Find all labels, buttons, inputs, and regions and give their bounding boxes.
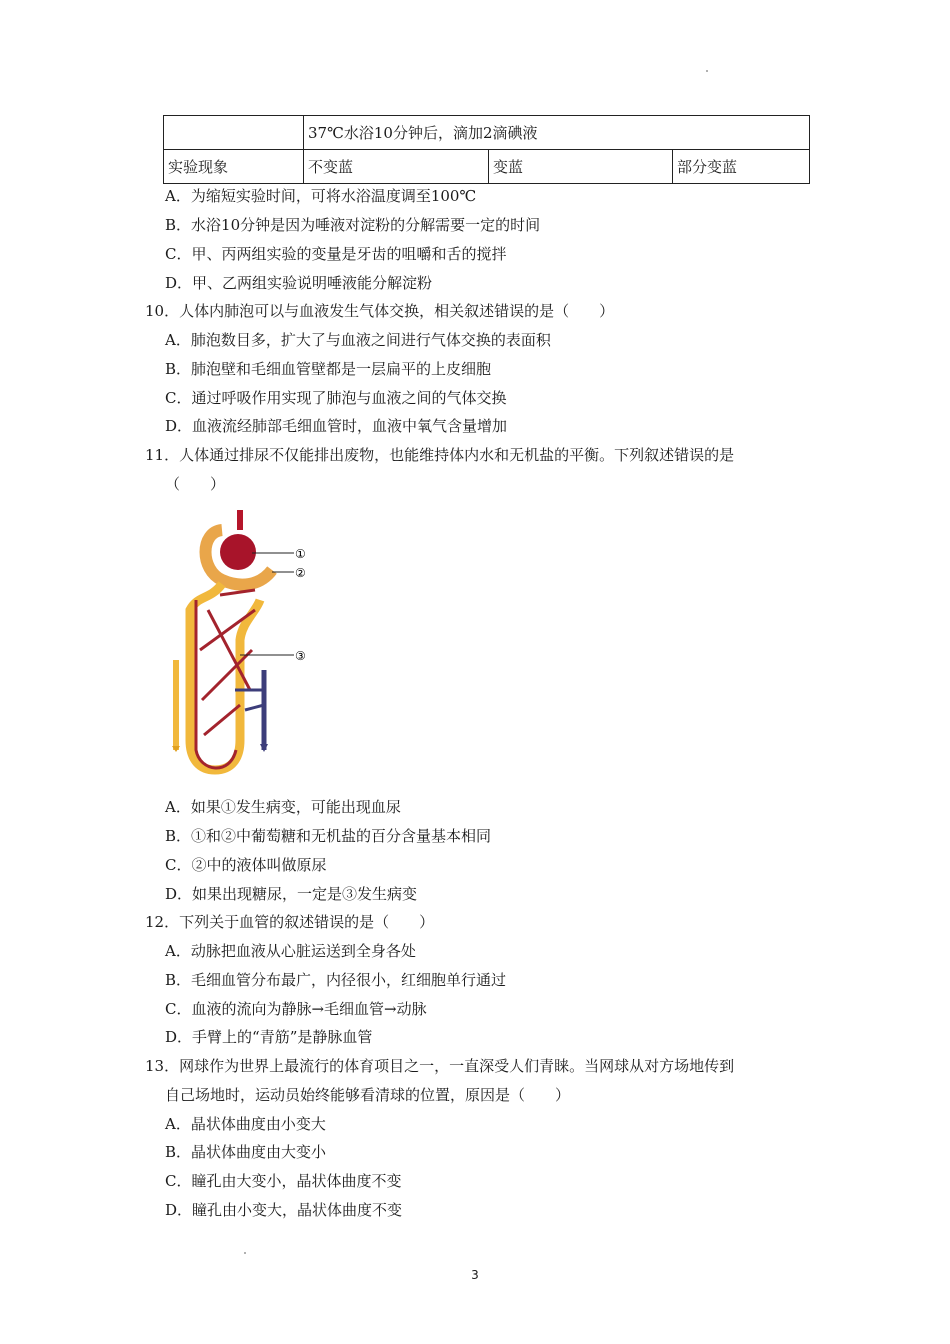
q12-option-b: B．毛细血管分布最广，内径很小，红细胞单行通过 [165,971,507,989]
speck [244,1252,246,1254]
q9-option-b: B．水浴10分钟是因为唾液对淀粉的分解需要一定的时间 [165,216,541,234]
q13-stem-cont: 自己场地时，运动员始终能够看清球的位置，原因是（ ） [165,1086,571,1104]
q9-option-d: D．甲、乙两组实验说明唾液能分解淀粉 [165,274,433,292]
capillary-network [196,590,255,768]
nephron-diagram [160,500,330,790]
arrow-down-icon [260,744,268,752]
q11-option-a: A．如果①发生病变，可能出现血尿 [165,798,401,816]
q10-option-a: A．肺泡数目多，扩大了与血液之间进行气体交换的表面积 [165,331,551,349]
table-row [164,150,810,184]
q13-stem: 13．网球作为世界上最流行的体育项目之一，一直深受人们青睐。当网球从对方场地传到 [145,1057,735,1075]
q13-option-b: B．晶状体曲度由大变小 [165,1143,327,1161]
label-3: ③ [295,649,306,663]
table-row [164,116,810,150]
q11-option-b: B．①和②中葡萄糖和无机盐的百分含量基本相同 [165,827,492,845]
q10-stem: 10．人体内肺泡可以与血液发生气体交换，相关叙述错误的是（ ） [145,302,615,320]
table-cell: 部分变蓝 [673,150,810,184]
table-cell: 实验现象 [164,150,304,184]
q13-option-c: C．瞳孔由大变小，晶状体曲度不变 [165,1172,402,1190]
q10-option-b: B．肺泡壁和毛细血管壁都是一层扁平的上皮细胞 [165,360,492,378]
q9-option-c: C．甲、丙两组实验的变量是牙齿的咀嚼和舌的搅拌 [165,245,507,263]
q11-option-c: C．②中的液体叫做原尿 [165,856,327,874]
q12-option-c: C．血液的流向为静脉→毛细血管→动脉 [165,1000,427,1018]
table-cell: 37℃水浴10分钟后，滴加2滴碘液 [304,116,810,150]
table-cell: 不变蓝 [304,150,489,184]
q11-option-d: D．如果出现糖尿，一定是③发生病变 [165,885,418,903]
q9-option-a: A．为缩短实验时间，可将水浴温度调至100℃ [165,187,477,205]
label-1: ① [295,547,306,561]
experiment-table [163,115,810,184]
q11-stem-cont: （ ） [165,475,226,493]
q12-option-d: D．手臂上的“青筋”是静脉血管 [165,1028,373,1046]
page-number: 3 [471,1268,479,1282]
q10-option-c: C．通过呼吸作用实现了肺泡与血液之间的气体交换 [165,389,507,407]
speck [706,70,708,72]
q13-option-a: A．晶状体曲度由小变大 [165,1115,326,1133]
q12-option-a: A．动脉把血液从心脏运送到全身各处 [165,942,416,960]
table-cell: 变蓝 [489,150,673,184]
label-2: ② [295,566,306,580]
q10-option-d: D．血液流经肺部毛细血管时，血液中氧气含量增加 [165,417,508,435]
q12-stem: 12．下列关于血管的叙述错误的是（ ） [145,913,435,931]
glomerulus [220,534,256,570]
table-cell [164,116,304,150]
q11-stem: 11．人体通过排尿不仅能排出废物，也能维持体内水和无机盐的平衡。下列叙述错误的是 [145,446,735,464]
q13-option-d: D．瞳孔由小变大，晶状体曲度不变 [165,1201,403,1219]
